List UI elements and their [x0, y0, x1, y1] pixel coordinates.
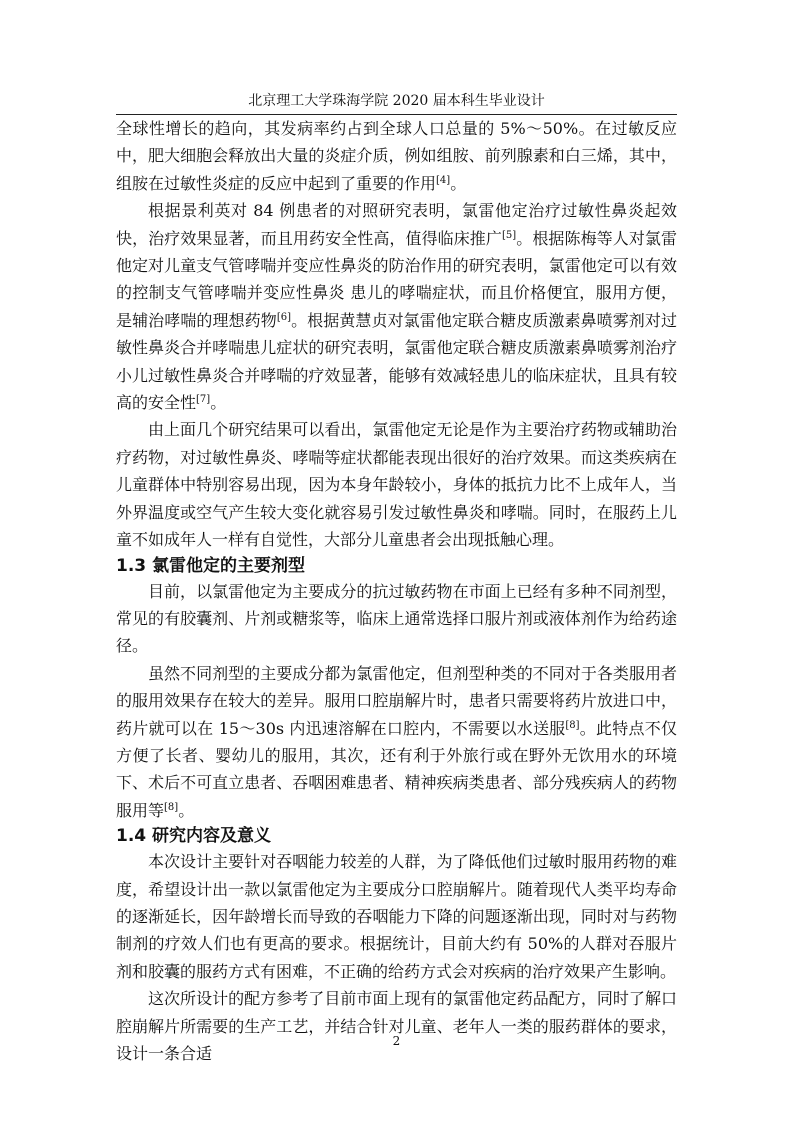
citation-ref: [8] [164, 801, 179, 813]
paragraph-text: 根据景利英对 84 例患者的对照研究表明，氯雷他定治疗过敏性鼻炎起效快，治疗效果显著，而且用药安全性高，值得临床推广 [116, 201, 677, 248]
running-header: 北京理工大学珠海学院 2020 届本科生毕业设计 [248, 93, 545, 109]
paragraph-conclusion: 由上面几个研究结果可以看出，氯雷他定无论是作为主要治疗药物或辅助治疗药物，对过敏性鼻炎、哮喘等症状都能表现出很好的治疗效果。而这类疾病在儿童群体中特别容易出现，因为本身年龄较小，身体的抵抗力比不上成年人，当外界温度或空气产生较大变化就容易引发过敏性鼻炎和哮喘。同时，在服药上儿童不如成年人一样有自觉性，大部分儿童患者会出现抵触心理。 [116, 420, 677, 550]
citation-ref: [5] [501, 229, 517, 241]
paragraph-text: 。根据黄慧贞对氯雷他定联合糖皮质激素鼻喷雾剂对过敏性鼻炎合并哮喘患儿症状的研究表明，氯雷他定联合糖皮质激素鼻喷雾剂治疗小儿过敏性鼻炎合并哮喘的疗效显著，能够有效减轻患儿的临床症状，且具有较高的安全性 [116, 310, 677, 413]
paragraph-text: 。 [210, 393, 227, 413]
section-heading-1-3: 1.3 氯雷他定的主要剂型 [116, 555, 306, 576]
paragraph-research-findings [116, 197, 677, 416]
paragraph-odt-advantages [116, 660, 677, 824]
citation-ref: [6] [276, 311, 291, 323]
paragraph-text: 全球性增长的趋向，其发病率约占到全球人口总量的 5%～50%。在过敏反应中，肥大细胞会释放出大量的炎症介质，例如组胺、前列腺素和白三烯，其中，组胺在过敏性炎症的反应中起到了重要的作用 [116, 119, 677, 193]
paragraph-text: 虽然不同剂型的主要成分都为氯雷他定，但剂型种类的不同对于各类服用者的服用效果存在较大的差异。服用口腔崩解片时，患者只需要将药片放进口中，药片就可以在 15～30s 内迅速溶解在口腔内，不需要以水送服 [116, 663, 677, 738]
paragraph-continuation [116, 115, 677, 197]
paragraph-text: 。 [450, 173, 467, 193]
citation-ref: [4] [436, 174, 451, 186]
paragraph-text: 。根据陈梅等人对氯雷他定对儿童支气管哮喘并变应性鼻炎的防治作用的研究表明，氯雷他定可以有效的控制支气管哮喘并变应性鼻炎 患儿的哮喘症状，而且价格便宜，服用方便，是辅治哮喘的理想药物 [116, 228, 677, 330]
page-number: 2 [392, 1034, 401, 1048]
main-content [116, 115, 677, 1067]
paragraph-design-goal: 本次设计主要针对吞咽能力较差的人群，为了降低他们过敏时服用药物的难度，希望设计出一款以氯雷他定为主要成分口腔崩解片。随着现代人类平均寿命的逐渐延长，因年龄增长而导致的吞咽能力下降的问题逐渐出现，同时对与药物制剂的疗效人们也有更高的要求。根据统计，目前大约有 50%的人群对吞服片剂和胶囊的服药方式有困难，不正确的给药方式会对疾病的治疗效果产生影响。 [116, 852, 677, 981]
section-heading-1-4: 1.4 研究内容及意义 [116, 826, 272, 847]
paragraph-text: 。 [178, 800, 195, 820]
paragraph-text: 。此特点不仅方便了长者、婴幼儿的服用，其次，还有利于外旅行或在野外无饮用水的环境下、术后不可直立患者、吞咽困难患者、精神疾病类患者、部分残疾病人的药物服用等 [116, 718, 677, 820]
citation-ref: [7] [196, 394, 211, 406]
paragraph-formula-reference: 这次所设计的配方参考了目前市面上现有的氯雷他定药品配方，同时了解口腔崩解片所需要的生产工艺，并结合针对儿童、老年人一类的服药群体的要求，设计一条合适 [116, 989, 677, 1063]
paragraph-dosage-forms: 目前，以氯雷他定为主要成分的抗过敏药物在市面上已经有多种不同剂型，常见的有胶囊剂、片剂或糖浆等，临床上通常选择口服片剂或液体剂作为给药途径。 [116, 581, 677, 656]
citation-ref: [8] [565, 719, 580, 731]
